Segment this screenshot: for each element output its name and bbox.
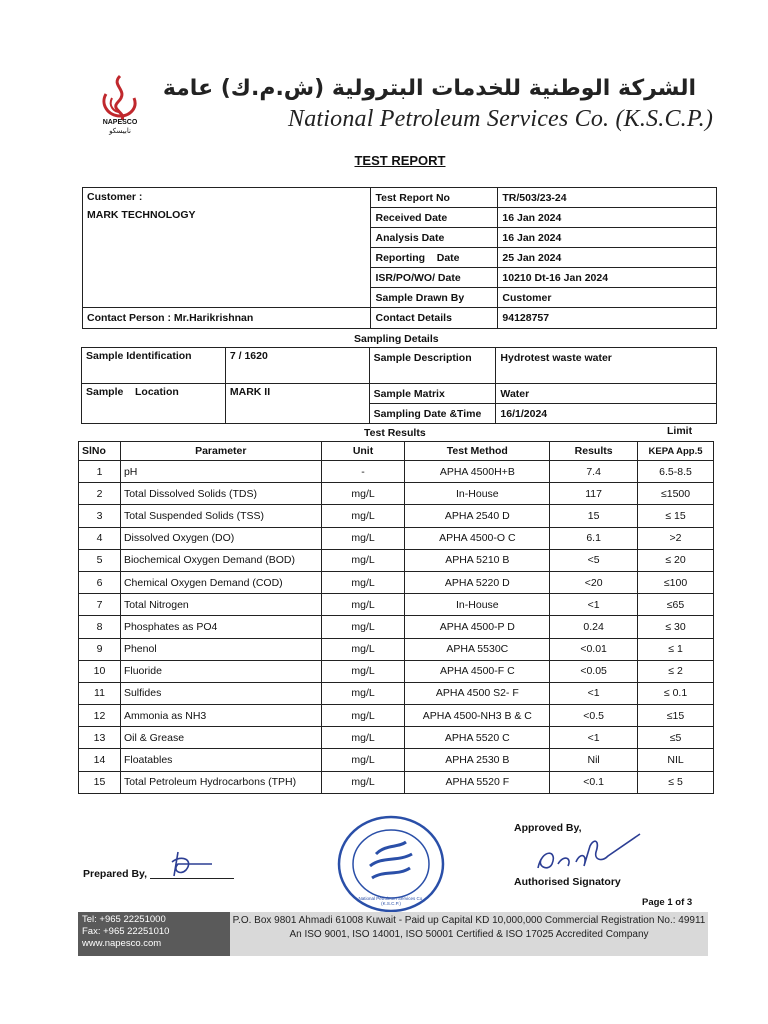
test-method: APHA 5520 C xyxy=(405,727,550,749)
col-header: Test Method xyxy=(405,442,550,461)
result: <0.5 xyxy=(550,705,638,727)
result: <20 xyxy=(550,571,638,593)
test-method: APHA 5520 F xyxy=(405,771,550,793)
row-number: 13 xyxy=(79,727,121,749)
parameter: Phenol xyxy=(120,638,321,660)
field-value: 25 Jan 2024 xyxy=(498,248,717,268)
result-row xyxy=(79,483,714,505)
parameter: Total Suspended Solids (TSS) xyxy=(120,505,321,527)
limit: 6.5-8.5 xyxy=(638,461,714,483)
results-body xyxy=(79,461,714,794)
sampling-heading: Sampling Details xyxy=(354,333,439,345)
parameter: Dissolved Oxygen (DO) xyxy=(120,527,321,549)
result: <5 xyxy=(550,549,638,571)
result-row xyxy=(79,616,714,638)
test-method: APHA 5220 D xyxy=(405,571,550,593)
test-method: APHA 4500-F C xyxy=(405,660,550,682)
parameter: Total Petroleum Hydrocarbons (TPH) xyxy=(120,771,321,793)
parameter: Ammonia as NH3 xyxy=(120,705,321,727)
result-row xyxy=(79,461,714,483)
parameter: Total Dissolved Solids (TDS) xyxy=(120,483,321,505)
test-method: APHA 5210 B xyxy=(405,549,550,571)
result-row xyxy=(79,727,714,749)
result-row xyxy=(79,660,714,682)
footer-line1: P.O. Box 9801 Ahmadi 61008 Kuwait - Paid up Capital KD 10,000,000 Commercial Registration No.: 49911 xyxy=(232,915,706,926)
test-method: APHA 4500H+B xyxy=(405,461,550,483)
sampling-date-label: Sampling Date &Time xyxy=(369,404,496,424)
stamp-text: National Petroleum Services Co. (K.S.C.P.) xyxy=(358,896,424,906)
row-number: 2 xyxy=(79,483,121,505)
logo-text: NAPESCO xyxy=(102,119,138,126)
parameter: Fluoride xyxy=(120,660,321,682)
limit: ≤ 5 xyxy=(638,771,714,793)
parameter: Chemical Oxygen Demand (COD) xyxy=(120,571,321,593)
field-label: ISR/PO/WO/ Date xyxy=(371,268,498,288)
field-label: Analysis Date xyxy=(371,228,498,248)
limit: ≤100 xyxy=(638,571,714,593)
customer-cell xyxy=(83,188,371,308)
unit: mg/L xyxy=(321,682,405,704)
field-label: Test Report No xyxy=(371,188,498,208)
row-number: 1 xyxy=(79,461,121,483)
limit: ≤5 xyxy=(638,727,714,749)
result-row xyxy=(79,571,714,593)
company-stamp xyxy=(336,814,446,914)
parameter: Biochemical Oxygen Demand (BOD) xyxy=(120,549,321,571)
result-row xyxy=(79,638,714,660)
row-number: 6 xyxy=(79,571,121,593)
row-number: 7 xyxy=(79,594,121,616)
unit: mg/L xyxy=(321,749,405,771)
result-row xyxy=(79,549,714,571)
field-label: Contact Details xyxy=(371,308,498,329)
col-header: Results xyxy=(550,442,638,461)
test-method: In-House xyxy=(405,594,550,616)
field-value: 94128757 xyxy=(498,308,717,329)
result: 117 xyxy=(550,483,638,505)
result: <0.05 xyxy=(550,660,638,682)
company-name-english: National Petroleum Services Co. (K.S.C.P.) xyxy=(288,106,714,132)
authorised-signatory: Authorised Signatory xyxy=(514,876,621,888)
approver-signature xyxy=(528,828,648,883)
result-row xyxy=(79,527,714,549)
footer-tel: Tel: +965 22251000 xyxy=(82,914,166,925)
limit: >2 xyxy=(638,527,714,549)
col-header: KEPA App.5 xyxy=(638,442,714,461)
unit: mg/L xyxy=(321,771,405,793)
sample-matrix-label: Sample Matrix xyxy=(369,384,496,404)
parameter: pH xyxy=(120,461,321,483)
row-number: 10 xyxy=(79,660,121,682)
unit: mg/L xyxy=(321,594,405,616)
result-row xyxy=(79,749,714,771)
unit: mg/L xyxy=(321,616,405,638)
result-row xyxy=(79,705,714,727)
field-value: 16 Jan 2024 xyxy=(498,228,717,248)
unit: mg/L xyxy=(321,549,405,571)
row-number: 4 xyxy=(79,527,121,549)
company-name-arabic: الشركة الوطنية للخدمات البترولية (ش.م.ك) عامة xyxy=(162,76,696,101)
row-number: 12 xyxy=(79,705,121,727)
test-method: APHA 4500 S2- F xyxy=(405,682,550,704)
row-number: 15 xyxy=(79,771,121,793)
result-row xyxy=(79,594,714,616)
limit: ≤ 1 xyxy=(638,638,714,660)
row-number: 3 xyxy=(79,505,121,527)
limit: ≤ 2 xyxy=(638,660,714,682)
limit: ≤65 xyxy=(638,594,714,616)
col-header: Parameter xyxy=(120,442,321,461)
col-header: SlNo xyxy=(79,442,121,461)
contact-person: Contact Person : Mr.Harikrishnan xyxy=(83,308,371,329)
results-header-row xyxy=(79,442,714,461)
sample-id-label: Sample Identification xyxy=(82,348,226,384)
footer-line2: An ISO 9001, ISO 14001, ISO 50001 Certified & ISO 17025 Accredited Company xyxy=(289,929,649,940)
test-method: APHA 2540 D xyxy=(405,505,550,527)
customer-table xyxy=(82,187,717,329)
customer-name: MARK TECHNOLOGY xyxy=(87,209,196,221)
field-label: Received Date xyxy=(371,208,498,228)
sampling-date-value: 16/1/2024 xyxy=(496,404,717,424)
field-value: 10210 Dt-16 Jan 2024 xyxy=(498,268,717,288)
field-label: Sample Drawn By xyxy=(371,288,498,308)
test-method: APHA 4500-P D xyxy=(405,616,550,638)
result-row xyxy=(79,505,714,527)
result-row xyxy=(79,682,714,704)
test-method: APHA 4500-O C xyxy=(405,527,550,549)
field-value: TR/503/23-24 xyxy=(498,188,717,208)
result: Nil xyxy=(550,749,638,771)
limit: ≤ 0.1 xyxy=(638,682,714,704)
limit: ≤15 xyxy=(638,705,714,727)
page-number: Page 1 of 3 xyxy=(642,897,693,908)
footer-address xyxy=(232,914,706,942)
parameter: Phosphates as PO4 xyxy=(120,616,321,638)
row-number: 8 xyxy=(79,616,121,638)
field-value: Customer xyxy=(498,288,717,308)
preparer-signature xyxy=(164,848,216,885)
test-method: APHA 2530 B xyxy=(405,749,550,771)
company-logo xyxy=(96,72,144,138)
unit: mg/L xyxy=(321,705,405,727)
row-number: 5 xyxy=(79,549,121,571)
limit-heading: Limit xyxy=(667,425,693,437)
sample-desc-label: Sample Description xyxy=(369,348,496,384)
limit: NIL xyxy=(638,749,714,771)
unit: mg/L xyxy=(321,505,405,527)
limit: ≤ 20 xyxy=(638,549,714,571)
results-heading: Test Results xyxy=(364,427,426,439)
row-number: 9 xyxy=(79,638,121,660)
sample-location-label: Sample Location xyxy=(82,384,226,424)
sampling-table xyxy=(81,347,717,424)
sample-location-value: MARK II xyxy=(225,384,369,424)
footer-fax: Fax: +965 22251010 xyxy=(82,926,170,937)
results-table xyxy=(78,441,714,794)
limit: ≤ 15 xyxy=(638,505,714,527)
result: 7.4 xyxy=(550,461,638,483)
unit: mg/L xyxy=(321,483,405,505)
result: 6.1 xyxy=(550,527,638,549)
row-number: 14 xyxy=(79,749,121,771)
logo-arabic-text: نابيسكو xyxy=(109,127,131,135)
result-row xyxy=(79,771,714,793)
result: <1 xyxy=(550,594,638,616)
result: 15 xyxy=(550,505,638,527)
unit: mg/L xyxy=(321,660,405,682)
result: <0.1 xyxy=(550,771,638,793)
unit: - xyxy=(321,461,405,483)
result: 0.24 xyxy=(550,616,638,638)
sample-desc-value: Hydrotest waste water xyxy=(496,348,717,384)
unit: mg/L xyxy=(321,527,405,549)
limit: ≤ 30 xyxy=(638,616,714,638)
sample-matrix-value: Water xyxy=(496,384,717,404)
test-method: APHA 5530C xyxy=(405,638,550,660)
parameter: Floatables xyxy=(120,749,321,771)
customer-label: Customer : xyxy=(87,191,143,203)
unit: mg/L xyxy=(321,638,405,660)
unit: mg/L xyxy=(321,727,405,749)
parameter: Sulfides xyxy=(120,682,321,704)
footer-contact xyxy=(78,912,230,956)
test-method: In-House xyxy=(405,483,550,505)
prepared-by: Prepared By, xyxy=(83,868,147,880)
col-header: Unit xyxy=(321,442,405,461)
result: <0.01 xyxy=(550,638,638,660)
test-method: APHA 4500-NH3 B & C xyxy=(405,705,550,727)
sample-id-value: 7 / 1620 xyxy=(225,348,369,384)
parameter: Total Nitrogen xyxy=(120,594,321,616)
field-value: 16 Jan 2024 xyxy=(498,208,717,228)
report-title: TEST REPORT xyxy=(354,153,446,168)
parameter: Oil & Grease xyxy=(120,727,321,749)
approved-by: Approved By, xyxy=(514,822,582,834)
result: <1 xyxy=(550,727,638,749)
row-number: 11 xyxy=(79,682,121,704)
unit: mg/L xyxy=(321,571,405,593)
result: <1 xyxy=(550,682,638,704)
limit: ≤1500 xyxy=(638,483,714,505)
field-label: Reporting Date xyxy=(371,248,498,268)
footer-web: www.napesco.com xyxy=(82,938,162,949)
